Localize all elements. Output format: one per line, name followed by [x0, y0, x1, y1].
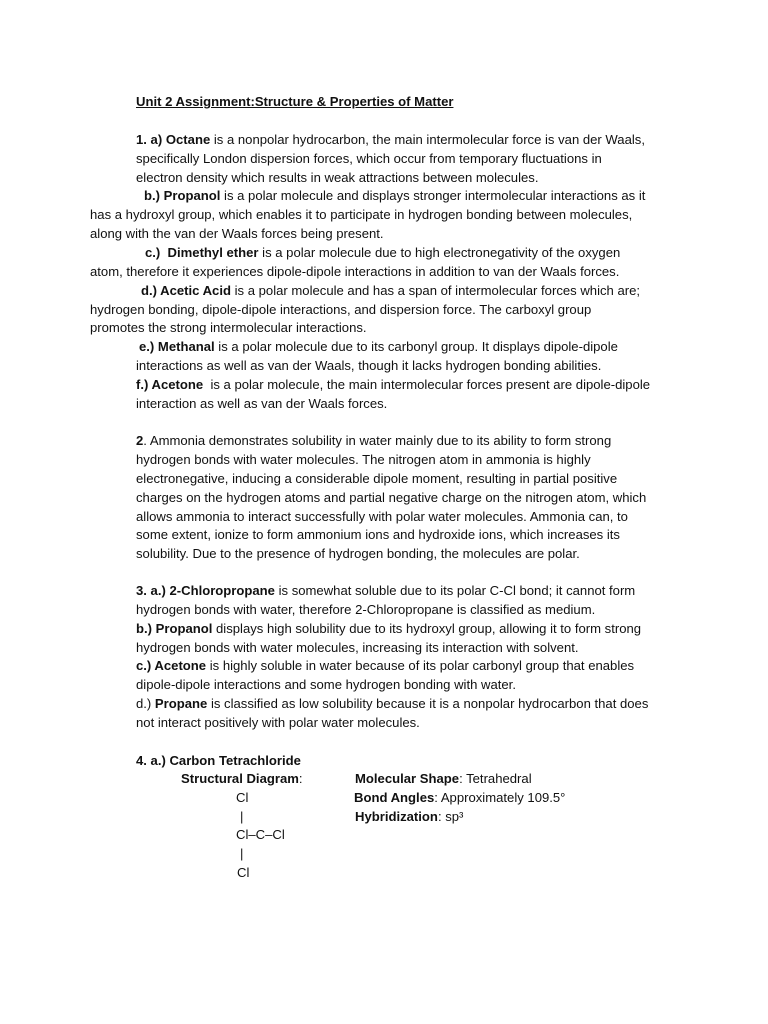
q3d-label: d.): [136, 696, 155, 711]
q1e-label: e.) Methanal: [139, 339, 215, 354]
q1c-line-2: atom, therefore it experiences dipole-dipole interactions in addition to van der Waals forces.: [90, 264, 620, 279]
q3c-text-1: is highly soluble in water because of its polar carbonyl group that enables: [206, 658, 635, 673]
q3c-line-1: [136, 656, 634, 675]
q1a-label: 1. a) Octane: [136, 132, 211, 147]
structural-diagram-label-line: [181, 769, 303, 788]
bond-angles-label: Bond Angles: [354, 790, 435, 805]
q1f-text-1: is a polar molecule, the main intermolecular forces present are dipole-dipole: [203, 377, 651, 392]
page-title: Unit 2 Assignment:Structure & Properties of Matter: [136, 94, 454, 109]
hybridization-value: : sp³: [437, 809, 464, 824]
q1e-line-2: interactions as well as van der Waals, though it lacks hydrogen bonding abilities.: [136, 358, 602, 373]
bond-angles-line: [354, 788, 565, 807]
q2-line-6: some extent, ionize to form ammonium ions and hydroxide ions, which increases its: [136, 527, 620, 542]
q2-line-1: [136, 431, 611, 450]
q3a-text-1: is somewhat soluble due to its polar C-Cl bond; it cannot form: [274, 583, 636, 598]
q1e-text-1: is a polar molecule due to its carbonyl group. It displays dipole-dipole: [214, 339, 618, 354]
q3b-text-1: displays high solubility due to its hydroxyl group, allowing it to form strong: [212, 621, 642, 636]
q1b-line-3: along with the van der Waals forces being present.: [90, 226, 384, 241]
molecular-shape-value: : Tetrahedral: [459, 771, 532, 786]
q3a-line-2: hydrogen bonds with water, therefore 2-Chloropropane is classified as medium.: [136, 602, 596, 617]
structural-diagram-label: Structural Diagram: [181, 771, 299, 786]
q3d-text-1: is classified as low solubility because it is a nonpolar hydrocarbon that does: [207, 696, 649, 711]
q3d-name: Propane: [154, 696, 208, 711]
diagram-top-cl: Cl: [236, 790, 249, 805]
q3b-label: b.) Propanol: [136, 621, 213, 636]
diagram-top-bond: |: [240, 809, 244, 824]
q4a-heading: 4. a.) Carbon Tetrachloride: [136, 753, 301, 768]
q3a-label: 3. a.) 2-Chloropropane: [136, 583, 275, 598]
q1f-line-1: [136, 375, 650, 394]
q1e-line-1: [139, 337, 618, 356]
molecular-shape-label: Molecular Shape: [355, 771, 460, 786]
q2-line-5: allows ammonia to interact successfully with polar water molecules. Ammonia can, to: [136, 509, 628, 524]
q1a-text-1: is a nonpolar hydrocarbon, the main intermolecular force is van der Waals,: [210, 132, 645, 147]
q2-label: 2: [136, 433, 144, 448]
q3b-line-2: hydrogen bonds with water molecules, increasing its interaction with solvent.: [136, 640, 579, 655]
q1f-line-2: interaction as well as van der Waals forces.: [136, 396, 388, 411]
q3a-line-1: [136, 581, 635, 600]
q1d-line-2: hydrogen bonding, dipole-dipole interactions, and dispersion force. The carboxyl group: [90, 302, 592, 317]
q1d-text-1: is a polar molecule and has a span of intermolecular forces which are;: [230, 283, 641, 298]
q1b-text-1: is a polar molecule and displays stronger intermolecular interactions as it: [220, 188, 646, 203]
molecular-shape-line: [355, 769, 532, 788]
q2-text-1: . Ammonia demonstrates solubility in water mainly due to its ability to form strong: [143, 433, 612, 448]
q1b-line-2: has a hydroxyl group, which enables it to participate in hydrogen bonding between molecules,: [90, 207, 633, 222]
q3d-line-1: [136, 694, 648, 713]
hybridization-label: Hybridization: [355, 809, 438, 824]
q1b-label: b.) Propanol: [144, 188, 221, 203]
q2-line-7: solubility. Due to the presence of hydrogen bonding, the molecules are polar.: [136, 546, 580, 561]
q1c-label: c.) Dimethyl ether: [145, 245, 259, 260]
q1c-line-1: [145, 243, 620, 262]
q2-line-3: electronegative, inducing a considerable dipole moment, resulting in partial positive: [136, 471, 618, 486]
q1d-label: d.) Acetic Acid: [141, 283, 231, 298]
q1c-text-1: is a polar molecule due to high electronegativity of the oxygen: [258, 245, 621, 260]
q1a-line-3: electron density which results in weak attractions between molecules.: [136, 170, 539, 185]
q1d-line-3: promotes the strong intermolecular interactions.: [90, 320, 367, 335]
q1b-line-1: [144, 186, 645, 205]
q3c-label: c.) Acetone: [136, 658, 207, 673]
q1f-label: f.) Acetone: [136, 377, 204, 392]
q1a-line-2: specifically London dispersion forces, which occur from temporary fluctuations in: [136, 151, 602, 166]
q1a-line-1: [136, 130, 645, 149]
q1d-line-1: [141, 281, 640, 300]
q2-line-2: hydrogen bonds with water molecules. The nitrogen atom in ammonia is highly: [136, 452, 591, 467]
diagram-bottom-bond: |: [240, 846, 244, 861]
q3d-line-2: not interact positively with polar water molecules.: [136, 715, 420, 730]
structural-diagram-colon: :: [298, 771, 303, 786]
hybridization-line: [355, 807, 463, 826]
bond-angles-value: : Approximately 109.5°: [434, 790, 566, 805]
q3c-line-2: dipole-dipole interactions and some hydrogen bonding with water.: [136, 677, 516, 692]
diagram-bottom-cl: Cl: [237, 865, 250, 880]
q2-line-4: charges on the hydrogen atoms and partial negative charge on the nitrogen atom, which: [136, 490, 647, 505]
diagram-center-row: Cl–C–Cl: [236, 827, 285, 842]
q3b-line-1: [136, 619, 641, 638]
